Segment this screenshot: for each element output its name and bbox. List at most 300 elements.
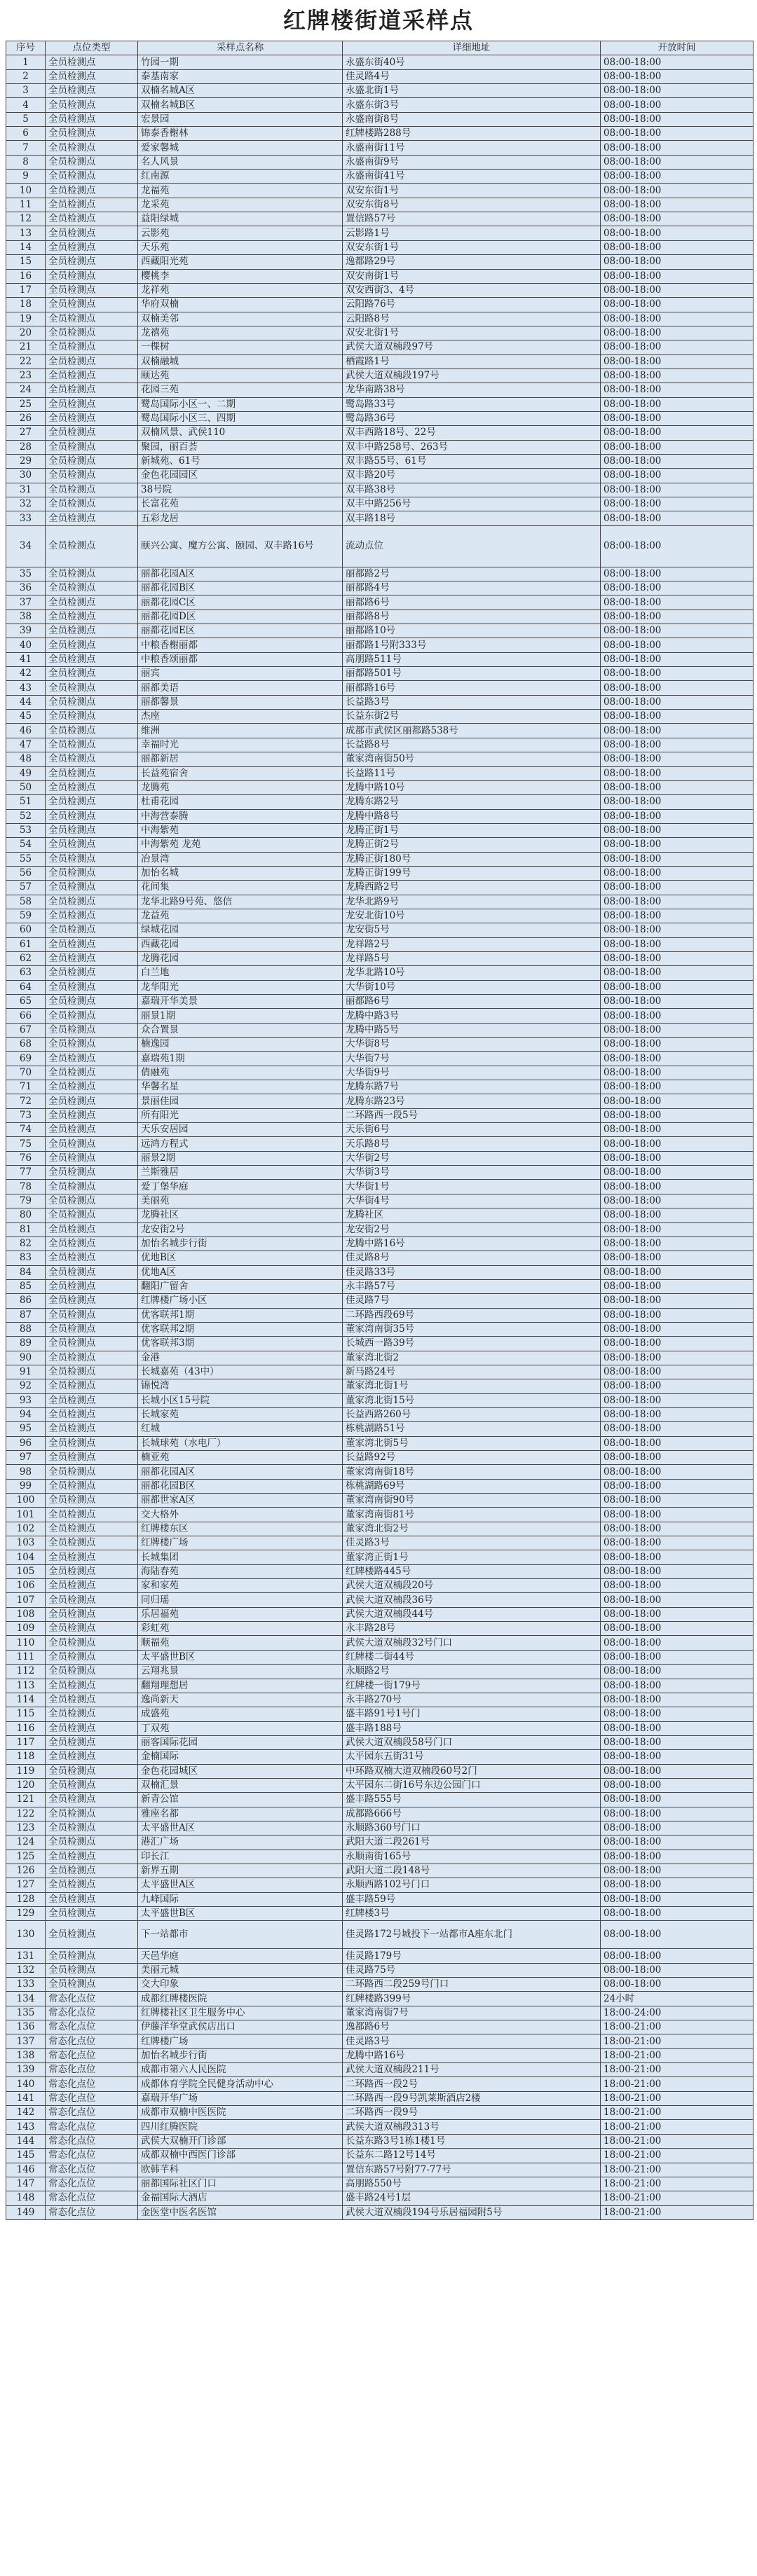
row-name: 雅座名都	[138, 1807, 343, 1821]
row-type: 全员检测点	[46, 141, 138, 155]
row-name: 楠逸园	[138, 1038, 343, 1052]
row-type: 全员检测点	[46, 1294, 138, 1308]
row-hours: 08:00-18:00	[601, 55, 753, 69]
row-index: 64	[6, 980, 46, 994]
row-name: 龙安街2号	[138, 1222, 343, 1237]
table-row	[6, 1308, 753, 1322]
row-index: 5	[6, 112, 46, 126]
row-index: 17	[6, 283, 46, 297]
table-row	[6, 155, 753, 169]
row-address: 龙腾正街2号	[343, 838, 601, 852]
row-type: 全员检测点	[46, 681, 138, 695]
table-row	[6, 1821, 753, 1835]
row-name: 幸福时光	[138, 738, 343, 752]
table-row	[6, 1921, 753, 1949]
row-address: 龙华南路38号	[343, 383, 601, 397]
row-address: 董家湾北街5号	[343, 1436, 601, 1450]
row-address: 长城西一路39号	[343, 1337, 601, 1351]
row-address: 武侯大道双楠段36号	[343, 1593, 601, 1607]
row-address: 新马路24号	[343, 1365, 601, 1379]
row-index: 130	[6, 1921, 46, 1949]
table-row	[6, 426, 753, 440]
row-name: 远鸿方程式	[138, 1137, 343, 1151]
row-address: 董家湾北街2号	[343, 1522, 601, 1536]
row-type: 全员检测点	[46, 354, 138, 369]
row-hours: 08:00-18:00	[601, 838, 753, 852]
row-type: 全员检测点	[46, 881, 138, 895]
row-type: 全员检测点	[46, 752, 138, 766]
table-row	[6, 212, 753, 226]
row-name: 五彩龙居	[138, 511, 343, 525]
row-name: 丽都花园B区	[138, 1479, 343, 1493]
row-name: 龙禧苑	[138, 326, 343, 340]
row-index: 143	[6, 2120, 46, 2134]
row-index: 37	[6, 595, 46, 609]
row-type: 全员检测点	[46, 609, 138, 624]
table-row	[6, 1963, 753, 1977]
table-row	[6, 2191, 753, 2205]
row-index: 23	[6, 369, 46, 383]
row-name: 武侯大双楠开门诊部	[138, 2134, 343, 2148]
row-name: 杜甫花园	[138, 795, 343, 809]
row-index: 12	[6, 212, 46, 226]
table-row	[6, 1379, 753, 1393]
row-type: 全员检测点	[46, 980, 138, 994]
row-hours: 08:00-18:00	[601, 469, 753, 483]
row-name: 泰基南家	[138, 69, 343, 83]
table-row	[6, 1038, 753, 1052]
table-row	[6, 1878, 753, 1892]
row-type: 常态化点位	[46, 2106, 138, 2120]
row-address: 逸都路6号	[343, 2020, 601, 2034]
row-index: 141	[6, 2091, 46, 2105]
row-index: 135	[6, 2006, 46, 2020]
row-name: 爱丁堡华庭	[138, 1180, 343, 1194]
row-index: 70	[6, 1066, 46, 1080]
table-row	[6, 2134, 753, 2148]
row-name: 成盛苑	[138, 1707, 343, 1721]
table-row	[6, 1650, 753, 1664]
row-index: 125	[6, 1850, 46, 1864]
row-address: 云阳路76号	[343, 298, 601, 312]
row-type: 全员检测点	[46, 155, 138, 169]
row-address: 大华街8号	[343, 1038, 601, 1052]
row-type: 全员检测点	[46, 1094, 138, 1108]
row-address: 董家湾正街1号	[343, 1550, 601, 1564]
table-row	[6, 667, 753, 681]
row-address: 龙腾中路5号	[343, 1023, 601, 1037]
row-address: 武侯大道双楠段197号	[343, 369, 601, 383]
row-name: 成都双楠中西医门诊部	[138, 2149, 343, 2163]
row-index: 42	[6, 667, 46, 681]
row-index: 66	[6, 1009, 46, 1023]
row-hours: 08:00-18:00	[601, 1166, 753, 1180]
row-hours: 08:00-18:00	[601, 724, 753, 738]
table-row	[6, 624, 753, 638]
row-type: 全员检测点	[46, 909, 138, 923]
row-name: 红南源	[138, 170, 343, 184]
row-hours: 08:00-18:00	[601, 895, 753, 909]
row-hours: 08:00-18:00	[601, 1393, 753, 1407]
row-address: 永盛南街9号	[343, 155, 601, 169]
row-index: 102	[6, 1522, 46, 1536]
row-address: 丽都路8号	[343, 609, 601, 624]
table-row	[6, 184, 753, 198]
row-name: 长城嘉苑（43中）	[138, 1365, 343, 1379]
row-address: 永盛东街3号	[343, 98, 601, 112]
row-hours: 08:00-18:00	[601, 497, 753, 511]
table-row	[6, 766, 753, 780]
row-name: 丽都国际社区门口	[138, 2177, 343, 2191]
row-type: 全员检测点	[46, 1821, 138, 1835]
row-type: 全员检测点	[46, 1422, 138, 1436]
row-name: 中粮香颂丽都	[138, 652, 343, 666]
row-type: 全员检测点	[46, 1052, 138, 1066]
row-hours: 08:00-18:00	[601, 1807, 753, 1821]
table-row	[6, 1422, 753, 1436]
table-row	[6, 1465, 753, 1479]
row-type: 全员检测点	[46, 1522, 138, 1536]
row-name: 众合置景	[138, 1023, 343, 1037]
table-row	[6, 340, 753, 354]
row-hours: 08:00-18:00	[601, 483, 753, 497]
row-name: 竹园一期	[138, 55, 343, 69]
row-address: 董家湾南街81号	[343, 1508, 601, 1522]
table-row	[6, 1850, 753, 1864]
row-name: 丽宾	[138, 667, 343, 681]
row-index: 3	[6, 84, 46, 98]
row-name: 港汇广场	[138, 1835, 343, 1850]
table-row	[6, 1023, 753, 1037]
row-hours: 08:00-18:00	[601, 1636, 753, 1650]
row-address: 龙腾正街180号	[343, 852, 601, 866]
row-address: 盛丰路555号	[343, 1793, 601, 1807]
row-hours: 08:00-18:00	[601, 1237, 753, 1251]
row-type: 全员检测点	[46, 98, 138, 112]
row-name: 金福国际大酒店	[138, 2191, 343, 2205]
table-row	[6, 980, 753, 994]
row-type: 全员检测点	[46, 1436, 138, 1450]
row-address: 丽都路2号	[343, 567, 601, 581]
row-hours: 08:00-18:00	[601, 1665, 753, 1679]
row-type: 全员检测点	[46, 1907, 138, 1921]
row-hours: 08:00-18:00	[601, 155, 753, 169]
row-name: 锦悦湾	[138, 1379, 343, 1393]
row-type: 全员检测点	[46, 1208, 138, 1222]
row-type: 全员检测点	[46, 567, 138, 581]
row-index: 56	[6, 866, 46, 880]
row-index: 20	[6, 326, 46, 340]
row-hours: 08:00-18:00	[601, 1465, 753, 1479]
row-address: 双安南街1号	[343, 269, 601, 283]
row-type: 全员检测点	[46, 1707, 138, 1721]
row-name: 聚园，丽百荟	[138, 440, 343, 454]
row-index: 15	[6, 255, 46, 269]
row-index: 103	[6, 1536, 46, 1550]
row-index: 117	[6, 1735, 46, 1749]
row-address: 二环路西一段2号	[343, 2077, 601, 2091]
row-name: 红牌楼广场	[138, 1536, 343, 1550]
row-hours: 08:00-18:00	[601, 1066, 753, 1080]
row-address: 董家湾南街35号	[343, 1322, 601, 1336]
table-row	[6, 483, 753, 497]
row-address: 长益路11号	[343, 766, 601, 780]
table-row	[6, 966, 753, 980]
table-row	[6, 1365, 753, 1379]
table-row	[6, 69, 753, 83]
row-hours: 08:00-18:00	[601, 1436, 753, 1450]
table-row	[6, 1108, 753, 1122]
row-hours: 08:00-18:00	[601, 1308, 753, 1322]
row-type: 全员检测点	[46, 1237, 138, 1251]
row-name: 华府双楠	[138, 298, 343, 312]
row-name: 红牌楼社区卫生服务中心	[138, 2006, 343, 2020]
table-row	[6, 638, 753, 652]
row-address: 二环路西一段5号	[343, 1108, 601, 1122]
table-row	[6, 923, 753, 937]
row-name: 太平盛世B区	[138, 1650, 343, 1664]
table-row	[6, 112, 753, 126]
row-name: 印长江	[138, 1850, 343, 1864]
row-name: 加怡名城	[138, 866, 343, 880]
row-index: 11	[6, 198, 46, 212]
row-index: 78	[6, 1180, 46, 1194]
row-index: 27	[6, 426, 46, 440]
sampling-points-table	[6, 41, 753, 2220]
row-name: 维洲	[138, 724, 343, 738]
row-address: 龙安北街10号	[343, 909, 601, 923]
row-address: 龙腾中路10号	[343, 780, 601, 794]
row-type: 全员检测点	[46, 426, 138, 440]
row-type: 全员检测点	[46, 112, 138, 126]
row-name: 嘉瑞开华广场	[138, 2091, 343, 2105]
row-hours: 08:00-18:00	[601, 1407, 753, 1421]
row-address: 大华街10号	[343, 980, 601, 994]
table-row	[6, 525, 753, 567]
row-index: 96	[6, 1436, 46, 1450]
row-index: 21	[6, 340, 46, 354]
row-type: 全员检测点	[46, 866, 138, 880]
row-type: 全员检测点	[46, 1949, 138, 1963]
row-name: 双楠融城	[138, 354, 343, 369]
row-index: 138	[6, 2048, 46, 2062]
row-type: 全员检测点	[46, 511, 138, 525]
row-type: 全员检测点	[46, 1194, 138, 1208]
table-row	[6, 1949, 753, 1963]
table-row	[6, 98, 753, 112]
table-row	[6, 127, 753, 141]
row-name: 锦泰香榭林	[138, 127, 343, 141]
row-name: 太平盛世A区	[138, 1878, 343, 1892]
row-name: 成都体育学院全民健身活动中心	[138, 2077, 343, 2091]
row-address: 永丰路28号	[343, 1622, 601, 1636]
row-name: 华馨名星	[138, 1080, 343, 1094]
row-address: 丽都路10号	[343, 624, 601, 638]
row-index: 33	[6, 511, 46, 525]
row-type: 全员检测点	[46, 1451, 138, 1465]
row-type: 全员检测点	[46, 283, 138, 297]
row-address: 永盛南街11号	[343, 141, 601, 155]
row-index: 55	[6, 852, 46, 866]
row-hours: 08:00-18:00	[601, 1052, 753, 1066]
row-hours: 08:00-18:00	[601, 369, 753, 383]
table-row	[6, 752, 753, 766]
row-index: 43	[6, 681, 46, 695]
row-address: 双丰中路256号	[343, 497, 601, 511]
row-index: 48	[6, 752, 46, 766]
row-type: 全员检测点	[46, 1322, 138, 1336]
table-row	[6, 1180, 753, 1194]
row-name: 新青公馆	[138, 1793, 343, 1807]
row-address: 董家湾北街1号	[343, 1379, 601, 1393]
row-address: 栋桃湖路51号	[343, 1422, 601, 1436]
row-index: 59	[6, 909, 46, 923]
row-type: 全员检测点	[46, 255, 138, 269]
row-index: 86	[6, 1294, 46, 1308]
row-hours: 08:00-18:00	[601, 595, 753, 609]
row-hours: 08:00-18:00	[601, 624, 753, 638]
row-address: 佳灵路8号	[343, 1251, 601, 1265]
row-index: 4	[6, 98, 46, 112]
row-hours: 08:00-18:00	[601, 766, 753, 780]
row-name: 欧韩芊科	[138, 2163, 343, 2177]
row-address: 龙腾东路7号	[343, 1080, 601, 1094]
row-address: 大华街9号	[343, 1066, 601, 1080]
table-row	[6, 170, 753, 184]
row-index: 94	[6, 1407, 46, 1421]
row-type: 全员检测点	[46, 895, 138, 909]
row-name: 丽都花园D区	[138, 609, 343, 624]
row-type: 全员检测点	[46, 469, 138, 483]
row-name: 太平盛世B区	[138, 1907, 343, 1921]
row-type: 全员检测点	[46, 1750, 138, 1764]
table-row	[6, 1579, 753, 1593]
row-index: 62	[6, 951, 46, 965]
row-type: 全员检测点	[46, 710, 138, 724]
row-hours: 08:00-18:00	[601, 454, 753, 468]
row-type: 全员检测点	[46, 595, 138, 609]
row-hours: 08:00-18:00	[601, 1622, 753, 1636]
row-address: 佳灵路33号	[343, 1265, 601, 1279]
row-address: 红牌楼一街179号	[343, 1679, 601, 1693]
row-hours: 08:00-18:00	[601, 1137, 753, 1151]
row-index: 19	[6, 312, 46, 326]
row-type: 全员检测点	[46, 312, 138, 326]
table-row	[6, 1407, 753, 1421]
row-type: 全员检测点	[46, 483, 138, 497]
row-type: 全员检测点	[46, 1407, 138, 1421]
row-hours: 08:00-18:00	[601, 1422, 753, 1436]
row-address: 天乐街6号	[343, 1123, 601, 1137]
row-name: 天乐安居园	[138, 1123, 343, 1137]
table-row	[6, 511, 753, 525]
row-name: 龙腾花园	[138, 951, 343, 965]
row-hours: 08:00-18:00	[601, 240, 753, 254]
row-name: 丽都花园A区	[138, 567, 343, 581]
row-type: 全员检测点	[46, 995, 138, 1009]
row-index: 1	[6, 55, 46, 69]
row-hours: 08:00-18:00	[601, 1351, 753, 1365]
table-row	[6, 1807, 753, 1821]
row-hours: 08:00-18:00	[601, 1707, 753, 1721]
row-address: 栖霞路1号	[343, 354, 601, 369]
row-index: 128	[6, 1892, 46, 1906]
row-hours: 08:00-18:00	[601, 966, 753, 980]
table-body	[6, 55, 753, 2220]
row-type: 全员检测点	[46, 269, 138, 283]
row-name: 兰斯雅居	[138, 1166, 343, 1180]
row-index: 29	[6, 454, 46, 468]
row-index: 7	[6, 141, 46, 155]
table-row	[6, 1593, 753, 1607]
row-type: 常态化点位	[46, 2020, 138, 2034]
row-name: 长益苑宿舍	[138, 766, 343, 780]
row-index: 40	[6, 638, 46, 652]
row-address: 龙华北路10号	[343, 966, 601, 980]
row-hours: 18:00-21:00	[601, 2191, 753, 2205]
row-index: 104	[6, 1550, 46, 1564]
table-row	[6, 1066, 753, 1080]
row-hours: 08:00-18:00	[601, 738, 753, 752]
row-type: 常态化点位	[46, 2063, 138, 2077]
row-type: 全员检测点	[46, 1693, 138, 1707]
row-name: 龙采苑	[138, 198, 343, 212]
row-index: 100	[6, 1494, 46, 1508]
row-type: 全员检测点	[46, 440, 138, 454]
row-address: 云阳路8号	[343, 312, 601, 326]
row-address: 长益路92号	[343, 1451, 601, 1465]
row-hours: 08:00-18:00	[601, 995, 753, 1009]
row-name: 美丽苑	[138, 1194, 343, 1208]
row-name: 长城球苑（水电厂）	[138, 1436, 343, 1450]
row-hours: 08:00-18:00	[601, 1892, 753, 1906]
row-type: 全员检测点	[46, 397, 138, 411]
row-address: 董家湾南街7号	[343, 2006, 601, 2020]
row-index: 50	[6, 780, 46, 794]
row-type: 全员检测点	[46, 69, 138, 83]
row-address: 佳灵路3号	[343, 1536, 601, 1550]
row-name: 红牌楼广场小区	[138, 1294, 343, 1308]
row-index: 73	[6, 1108, 46, 1122]
row-address: 佳灵路75号	[343, 1963, 601, 1977]
row-address: 永顺西路102号门口	[343, 1878, 601, 1892]
row-name: 金楠国际	[138, 1750, 343, 1764]
table-row	[6, 1607, 753, 1621]
row-index: 72	[6, 1094, 46, 1108]
row-hours: 08:00-18:00	[601, 681, 753, 695]
table-row	[6, 1992, 753, 2006]
row-name: 颐达苑	[138, 369, 343, 383]
row-name: 丽客国际花园	[138, 1735, 343, 1749]
table-row	[6, 1764, 753, 1778]
row-name: 鹭岛国际小区一、二期	[138, 397, 343, 411]
table-row	[6, 1137, 753, 1151]
table-row	[6, 866, 753, 880]
table-row	[6, 1251, 753, 1265]
row-name: 丽都花园A区	[138, 1465, 343, 1479]
row-name: 长城家苑	[138, 1407, 343, 1421]
row-address: 大华街2号	[343, 1151, 601, 1165]
row-type: 全员检测点	[46, 1066, 138, 1080]
row-name: 优客联邦3期	[138, 1337, 343, 1351]
row-index: 16	[6, 269, 46, 283]
table-row	[6, 937, 753, 951]
table-row	[6, 852, 753, 866]
row-name: 一棵树	[138, 340, 343, 354]
row-index: 8	[6, 155, 46, 169]
row-hours: 08:00-18:00	[601, 426, 753, 440]
row-hours: 08:00-18:00	[601, 1208, 753, 1222]
